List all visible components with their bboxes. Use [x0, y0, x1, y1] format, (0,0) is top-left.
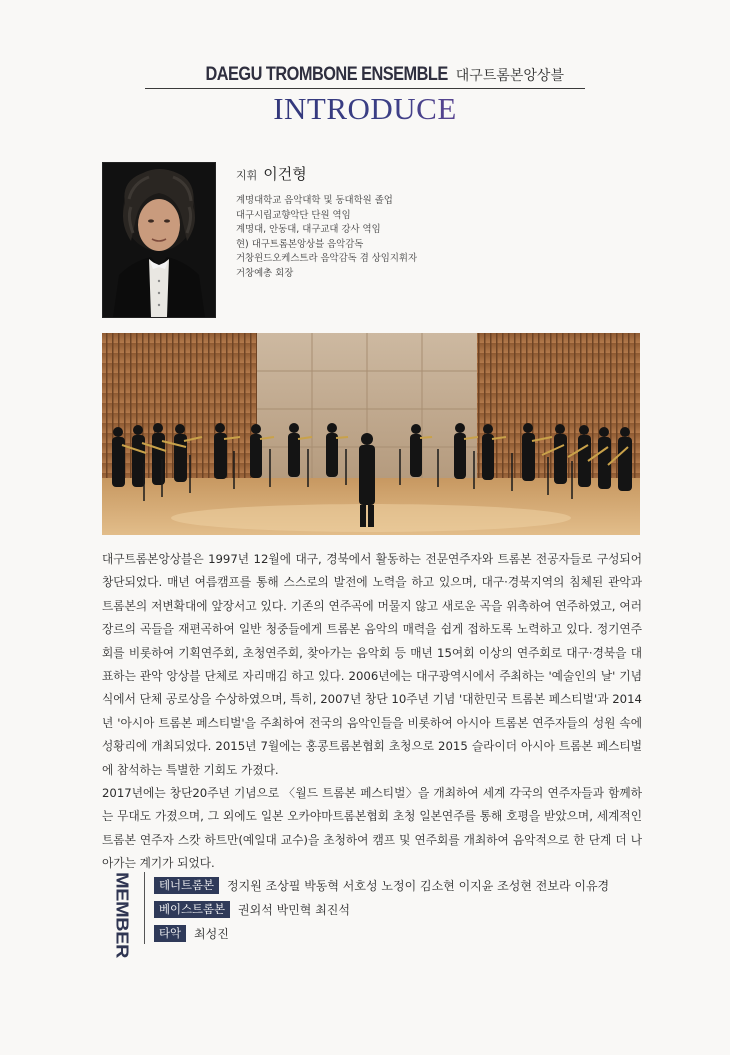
ensemble-stage-photo [102, 333, 640, 535]
member-names-tenor: 정지원 조상필 박동혁 서호성 노정이 김소현 이지윤 조성현 전보라 이유경 [227, 878, 610, 893]
conductor-portrait-photo [102, 162, 216, 318]
member-label-text: MEMBER [111, 872, 132, 958]
page-title: INTRODUCE [145, 91, 585, 127]
conductor-title [236, 163, 417, 184]
member-label [108, 870, 134, 960]
member-names-percussion: 최성진 [194, 926, 229, 941]
member-group-tenor [154, 873, 609, 897]
ensemble-name-korean: 대구트롬본앙상블 [455, 68, 564, 84]
ensemble-name-line [145, 64, 585, 89]
career-item: 대구시립교향악단 단원 역임 [236, 209, 351, 221]
conductor-name: 이건형 [263, 165, 307, 183]
section-tag-bass-trombone: 베이스트롬본 [154, 901, 230, 918]
conductor-info [236, 163, 417, 282]
conductor-role: 지휘 [236, 169, 258, 182]
page-header [145, 64, 585, 127]
intro-paragraph-2: 2017년에는 창단20주년 기념으로 〈월드 트롬본 페스티벌〉을 개최하여 세계 각국의 연주자들과 함께하는 무대도 가졌으며, 그 외에도 일본 오카야마트롬본협회 초청 일본연주를 통해 호평을 받았으며, 세계적인 트롬본 연주자 스캇 하트만(예일대 교수)을 초청하여 캠프 및 연주회를 개최하여 음악적으로 한 단계 더 나아가는 계기가 되었다. [102, 786, 642, 871]
conductor-portrait-illustration [103, 163, 215, 317]
ensemble-name-english: DAEGU TROMBONE ENSEMBLE [205, 64, 448, 85]
career-item: 계명대, 안동대, 대구교대 강사 역임 [236, 224, 381, 236]
ensemble-introduction [102, 548, 642, 876]
conductor-career-list [236, 194, 417, 282]
section-tag-tenor-trombone: 테너트롬본 [154, 877, 219, 894]
intro-paragraph-1: 대구트롬본앙상블은 1997년 12월에 대구, 경북에서 활동하는 전문연주자와 트롬본 전공자들로 구성되어 창단되었다. 매년 여름캠프를 통해 스스로의 발전에 노력을 하고 있으며, 대구·경북지역의 침체된 관악과 트롬본의 저변확대에 앞장서고 있다. 기존의 연주곡에 머물지 않고 새로운 곡을 위촉하여 연주하였고, 여러 장르의 곡들을 재편곡하여 일반 청중들에게 트롬본 음악의 매력을 쉽게 접하도록 노력하고 있다. 정기연주회를 비롯하여 기획연주회, 초청연주회, 찾아가는 음악회 등 매년 15여회 이상의 연주회로 대구·경북을 대표하는 관악 앙상블 단체로 자리매김 하고 있다. 2006년에는 대구광역시에서 주최하는 '예술인의 날' 기념식에서 단체 공로상을 수상하였으며, 특히, 2007년 창단 10주년 기념 '대한민국 트롬본 페스티벌'과 2014년 '아시아 트롬본 페스티벌'을 주최하여 전국의 음악인들을 비롯하여 아시아 트롬본 연주자들의 성원 속에 성황리에 개최되었다. 2015년 7월에는 홍콩트롬본협회 초청으로 2015 슬라이더 아시아 트롬본 페스티벌에 참석하는 특별한 기회도 가졌다. [102, 552, 642, 777]
section-tag-percussion: 타악 [154, 925, 186, 942]
ensemble-stage-illustration [102, 333, 640, 535]
member-group-percussion [154, 921, 609, 945]
member-list [154, 873, 609, 945]
career-item: 계명대학교 음악대학 및 동대학원 졸업 [236, 195, 393, 206]
career-item: 거창윈드오케스트라 음악감독 겸 상임지휘자 [236, 253, 418, 265]
member-names-bass: 권외석 박민혁 최진석 [238, 902, 350, 917]
member-divider [144, 872, 145, 944]
career-item: 거창예총 회장 [236, 267, 294, 279]
member-group-bass [154, 897, 609, 921]
career-item: 현) 대구트롬본앙상블 음악감독 [236, 238, 364, 250]
